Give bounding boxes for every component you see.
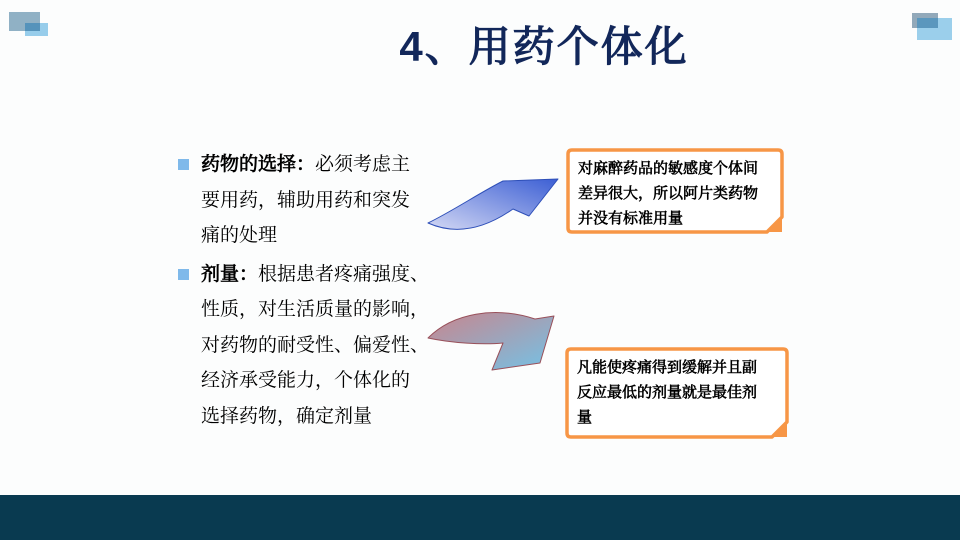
- bullet-item-dosage: [178, 257, 429, 435]
- bullet-item-drug-selection: [178, 147, 429, 254]
- bullet-line: 痛的处理: [201, 225, 278, 246]
- bullet-line: 对药物的耐受性、偏爱性、: [201, 334, 430, 356]
- bullet-line: 剂量：根据患者疼痛强度、: [201, 263, 430, 285]
- callout-text: [566, 148, 784, 231]
- slide-title: 4、用药个体化: [399, 23, 689, 70]
- bottom-accent-bar: [0, 495, 960, 540]
- bullet-text: [201, 257, 429, 435]
- bullet-line: 性质，对生活质量的影响，: [201, 299, 430, 320]
- callout-text: [565, 347, 789, 430]
- callout-box-sensitivity: [566, 148, 784, 234]
- callout-line: 差异很大，所以阿片类药物: [578, 185, 759, 202]
- callout-line: 量: [577, 409, 593, 426]
- bullet-line: 选择药物，确定剂量: [201, 405, 373, 427]
- bullet-list: [178, 147, 429, 437]
- bullet-square-icon: [178, 159, 189, 170]
- bullet-line: 药物的选择：必须考虑主: [201, 154, 411, 175]
- bullet-line: 要用药，辅助用药和突发: [201, 189, 411, 211]
- callout-line: 并没有标准用量: [578, 210, 684, 227]
- callout-line: 对麻醉药品的敏感度个体间: [578, 160, 759, 177]
- callout-line: 反应最低的剂量就是最佳剂: [577, 384, 758, 401]
- bullet-text: [201, 147, 410, 254]
- curved-arrow-down-right-icon: [425, 300, 565, 385]
- callout-box-best-dose: [565, 347, 789, 439]
- bullet-square-icon: [178, 269, 189, 280]
- curved-arrow-up-right-icon: [425, 170, 565, 230]
- bullet-line: 经济承受能力，个体化的: [201, 370, 411, 391]
- callout-line: 凡能使疼痛得到缓解并且副: [577, 359, 758, 376]
- corner-decoration-top-left-overlap: [25, 23, 40, 31]
